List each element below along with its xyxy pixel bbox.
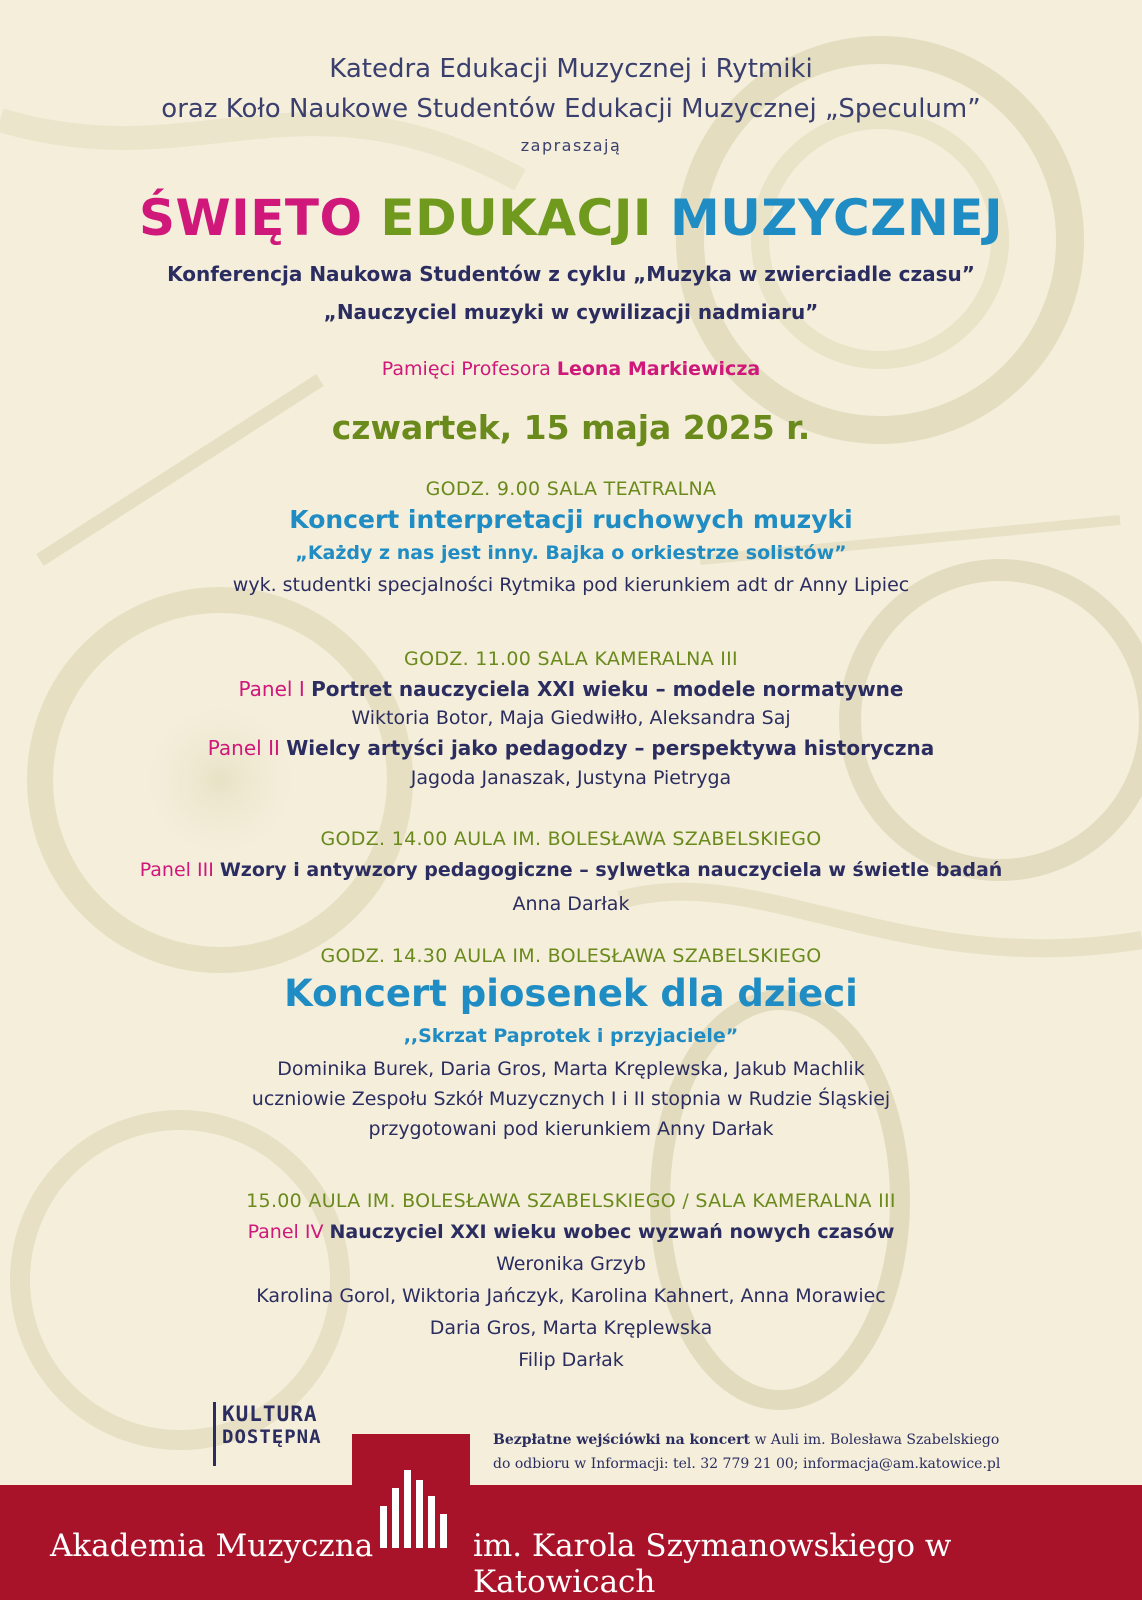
free-entry-line-1 xyxy=(493,1432,999,1448)
event-4-time: GODZ. 14.30 AULA IM. BOLESŁAWA SZABELSKIEGO xyxy=(320,945,822,967)
free-entry-bold: Bezpłatne wejściówki na koncert xyxy=(493,1432,751,1448)
event-4-performers-2: uczniowie Zespołu Szkół Muzycznych I i II stopnia w Rudzie Śląskiej xyxy=(251,1088,891,1110)
event-4-subtitle: ,,Skrzat Paprotek i przyjaciele” xyxy=(403,1025,739,1047)
panel-3 xyxy=(0,854,1142,886)
memorial-prefix: Pamięci Profesora xyxy=(381,358,551,380)
event-title xyxy=(0,188,1142,248)
conference-name: Konferencja Naukowa Studentów z cyklu „Muzyka w zwierciadle czasu” xyxy=(167,262,975,286)
panel-2-speakers: Jagoda Janaszak, Justyna Pietryga xyxy=(410,767,732,789)
event-block-1 xyxy=(0,476,1142,602)
organizer-line-1: Katedra Edukacji Muzycznej i Rytmiki xyxy=(329,54,813,84)
title-word-1: ŚWIĘTO xyxy=(138,189,363,247)
free-entry-line-2: do odbioru w Informacji: tel. 32 779 21 00; informacja@am.katowice.pl xyxy=(493,1456,1001,1472)
event-2-time: GODZ. 11.00 SALA KAMERALNA III xyxy=(404,648,738,670)
event-4-title: Koncert piosenek dla dzieci xyxy=(284,972,858,1015)
panel-2-title: Wielcy artyści jako pedagodzy – perspektywa historyczna xyxy=(286,736,935,760)
academy-organ-logo-icon xyxy=(370,1458,460,1558)
kultura-logo-line-1: KULTURA xyxy=(222,1402,318,1426)
panel-4 xyxy=(0,1216,1142,1248)
free-entry-note xyxy=(493,1428,1103,1476)
event-block-5 xyxy=(0,1186,1142,1376)
event-1-title: Koncert interpretacji ruchowych muzyki xyxy=(289,505,853,534)
event-date: czwartek, 15 maja 2025 r. xyxy=(331,408,811,447)
panel-2 xyxy=(0,732,1142,764)
footer-academy-name: Akademia Muzyczna xyxy=(50,1528,374,1564)
memorial-name: Leona Markiewicza xyxy=(556,358,761,380)
event-5-time: 15.00 AULA IM. BOLESŁAWA SZABELSKIEGO / SALA KAMERALNA III xyxy=(246,1190,896,1212)
event-4-performers-1: Dominika Burek, Daria Gros, Marta Kręplewska, Jakub Machlik xyxy=(277,1058,865,1080)
panel-4-speaker-2: Karolina Gorol, Wiktoria Jańczyk, Karolina Kahnert, Anna Morawiec xyxy=(256,1285,886,1307)
event-1-performers: wyk. studentki specjalności Rytmika pod kierunkiem adt dr Anny Lipiec xyxy=(232,574,910,596)
organizer-line-2: oraz Koło Naukowe Studentów Edukacji Muzycznej „Speculum” xyxy=(161,94,981,124)
panel-4-speaker-3: Daria Gros, Marta Kręplewska xyxy=(429,1317,713,1339)
event-block-3 xyxy=(0,824,1142,922)
panel-3-label: Panel III xyxy=(139,859,214,881)
free-entry-place: w Auli im. Bolesława Szabelskiego xyxy=(750,1432,1000,1448)
event-1-subtitle: „Każdy z nas jest inny. Bajka o orkiestrze solistów” xyxy=(295,542,847,564)
panel-4-speaker-1: Weronika Grzyb xyxy=(496,1253,646,1275)
footer-academy-patron: im. Karola Szymanowskiego w Katowicach xyxy=(473,1528,952,1600)
event-1-time: GODZ. 9.00 SALA TEATRALNA xyxy=(425,478,717,500)
kultura-logo-line-2: DOSTĘPNA xyxy=(222,1426,322,1448)
panel-3-title: Wzory i antywzory pedagogiczne – sylwetka nauczyciela w świetle badań xyxy=(219,859,1003,881)
panel-4-title: Nauczyciel XXI wieku wobec wyzwań nowych czasów xyxy=(329,1221,895,1243)
panel-1 xyxy=(0,674,1142,704)
panel-2-label: Panel II xyxy=(207,736,280,760)
event-block-2 xyxy=(0,644,1142,792)
invitation-word: zapraszają xyxy=(520,136,622,155)
memorial-dedication xyxy=(0,358,1142,380)
panel-1-title: Portret nauczyciela XXI wieku – modele normatywne xyxy=(311,677,904,701)
conference-theme: „Nauczyciel muzyki w cywilizacji nadmiaru” xyxy=(323,300,819,324)
panel-3-speakers: Anna Darłak xyxy=(512,893,630,915)
panel-1-label: Panel I xyxy=(238,677,305,701)
event-3-time: GODZ. 14.00 AULA IM. BOLESŁAWA SZABELSKIEGO xyxy=(320,828,822,850)
title-word-2: EDUKACJI xyxy=(380,189,653,247)
kultura-dostepna-logo xyxy=(213,1402,342,1466)
event-4-performers-3: przygotowani pod kierunkiem Anny Darłak xyxy=(368,1118,774,1140)
title-word-3: MUZYCZNEJ xyxy=(669,189,1004,247)
panel-4-speaker-4: Filip Darłak xyxy=(518,1349,624,1371)
panel-4-label: Panel IV xyxy=(247,1221,324,1243)
event-block-4 xyxy=(0,942,1142,1144)
panel-1-speakers: Wiktoria Botor, Maja Giedwiłło, Aleksandra Saj xyxy=(351,707,791,729)
